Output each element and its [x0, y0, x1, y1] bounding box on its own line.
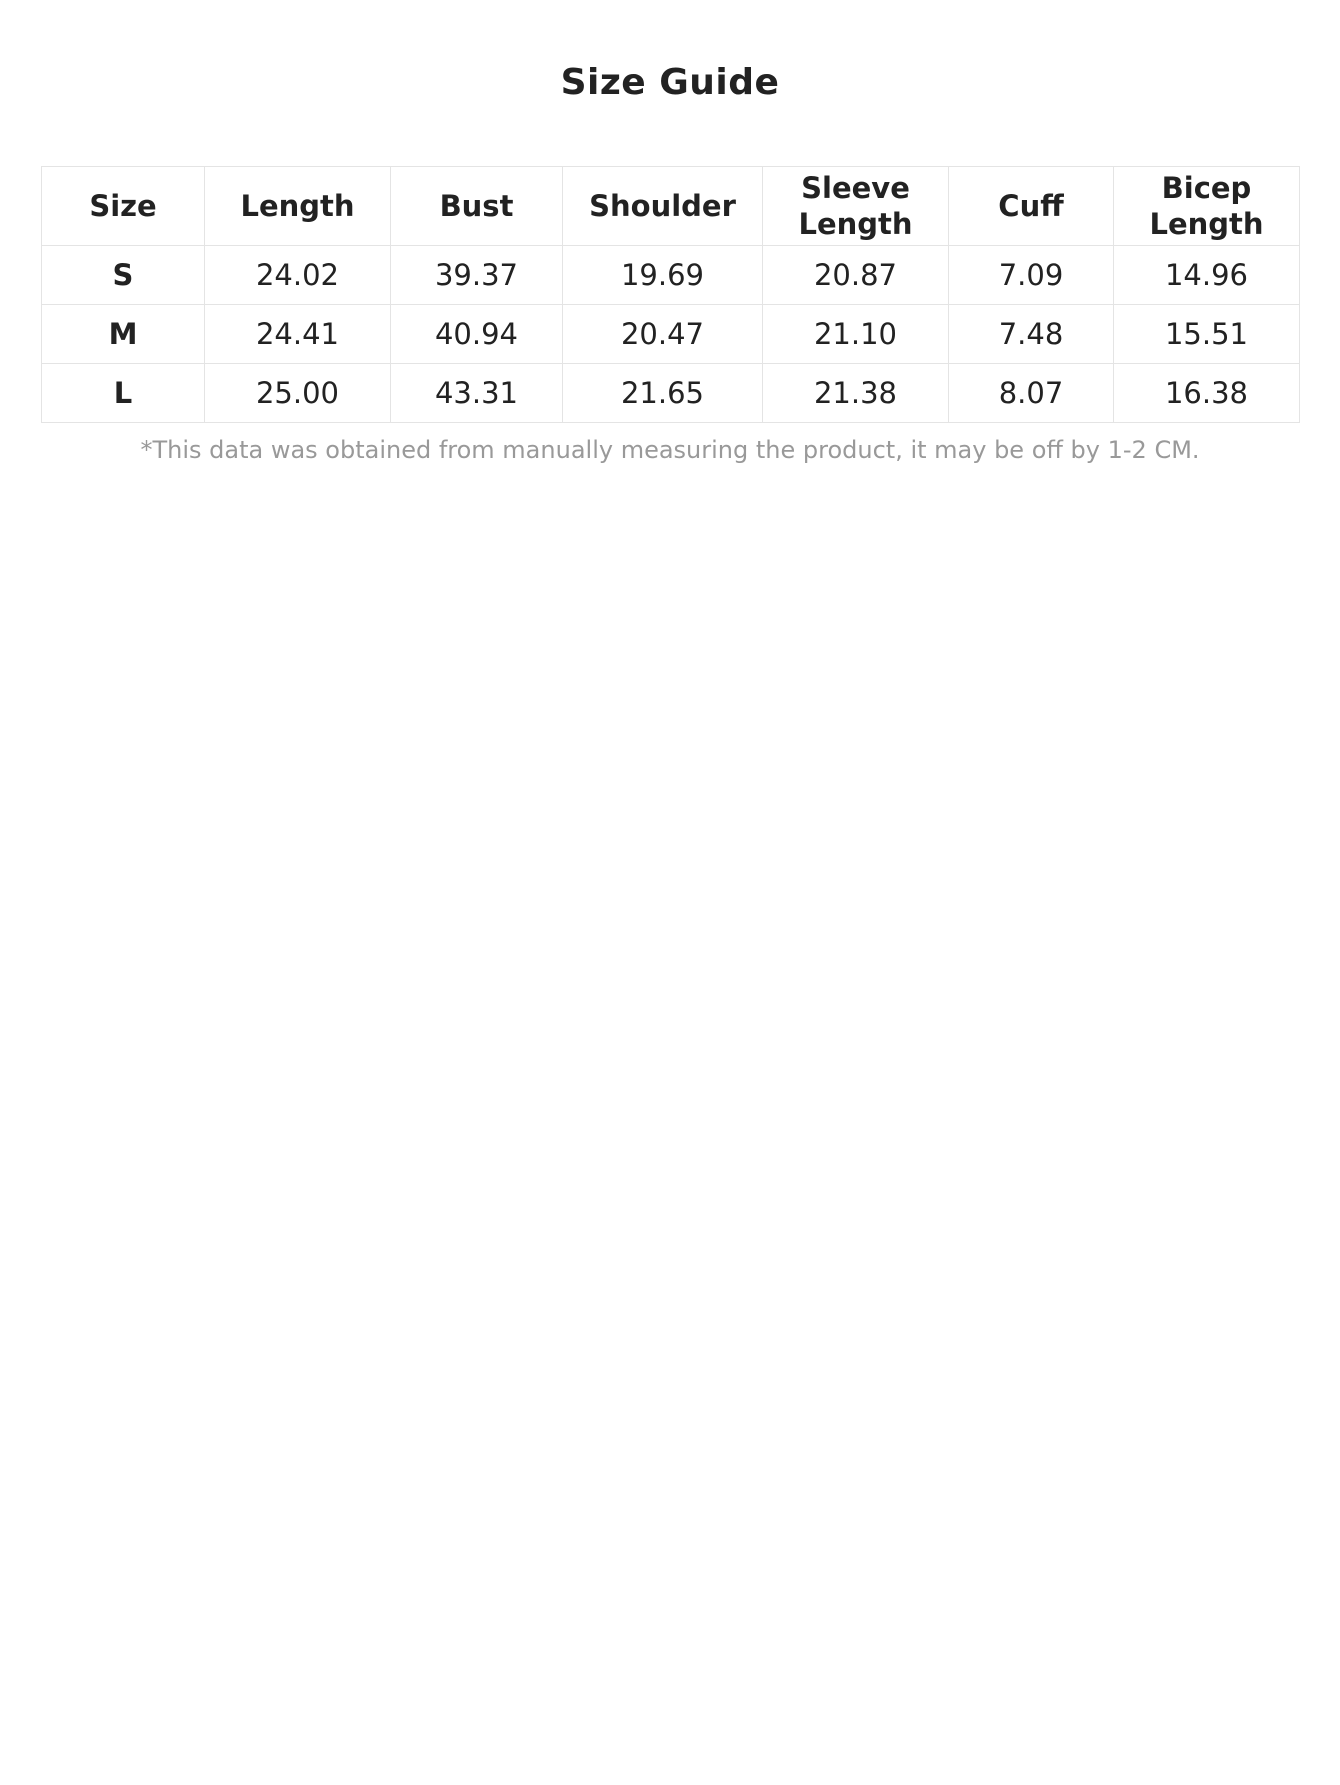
bust-cell: 40.94	[391, 305, 563, 364]
shoulder-cell: 19.69	[563, 246, 763, 305]
cuff-cell: 7.48	[949, 305, 1114, 364]
page-title: Size Guide	[560, 62, 780, 103]
size-cell: M	[42, 305, 205, 364]
header-sleeve-length: Sleeve Length	[763, 167, 949, 246]
size-cell: S	[42, 246, 205, 305]
cuff-cell: 8.07	[949, 364, 1114, 423]
bicep-length-cell: 16.38	[1114, 364, 1300, 423]
length-cell: 24.41	[205, 305, 391, 364]
bicep-length-cell: 14.96	[1114, 246, 1300, 305]
header-bust: Bust	[391, 167, 563, 246]
table-row	[42, 364, 1300, 423]
header-shoulder: Shoulder	[563, 167, 763, 246]
header-length: Length	[205, 167, 391, 246]
table-row	[42, 246, 1300, 305]
sleeve-length-cell: 21.38	[763, 364, 949, 423]
size-cell: L	[42, 364, 205, 423]
bust-cell: 39.37	[391, 246, 563, 305]
length-cell: 24.02	[205, 246, 391, 305]
shoulder-cell: 21.65	[563, 364, 763, 423]
header-row	[42, 167, 1300, 246]
cuff-cell: 7.09	[949, 246, 1114, 305]
bicep-length-cell: 15.51	[1114, 305, 1300, 364]
bust-cell: 43.31	[391, 364, 563, 423]
length-cell: 25.00	[205, 364, 391, 423]
table-row	[42, 305, 1300, 364]
header-size: Size	[42, 167, 205, 246]
sleeve-length-cell: 21.10	[763, 305, 949, 364]
measurement-note: *This data was obtained from manually measuring the product, it may be off by 1-2 CM.	[140, 436, 1200, 464]
header-bicep-length: Bicep Length	[1114, 167, 1300, 246]
sleeve-length-cell: 20.87	[763, 246, 949, 305]
header-cuff: Cuff	[949, 167, 1114, 246]
size-table	[41, 166, 1300, 423]
shoulder-cell: 20.47	[563, 305, 763, 364]
